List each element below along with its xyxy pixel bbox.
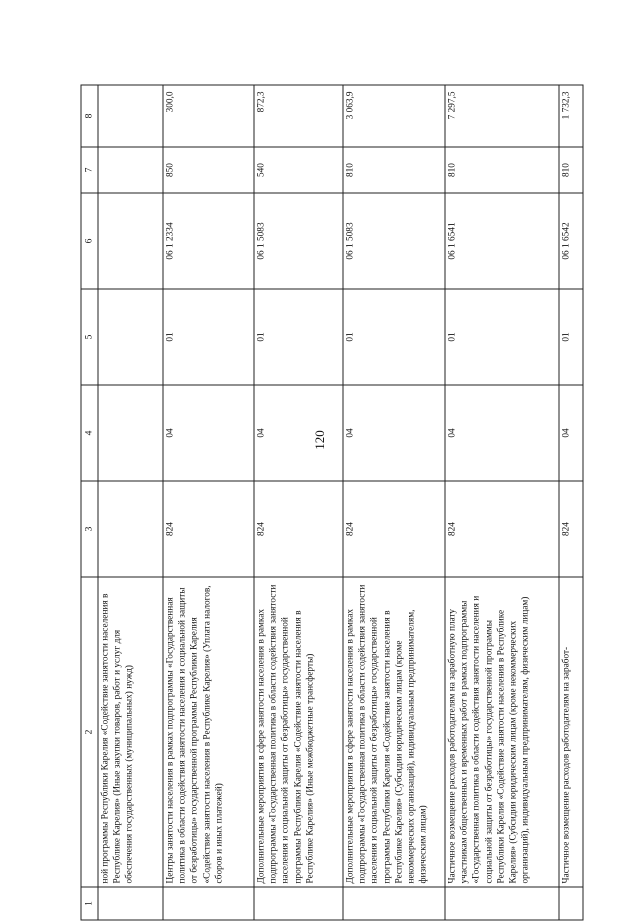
section-code: 04	[163, 385, 254, 481]
col-header: 3	[81, 481, 98, 577]
amount: 300,0	[163, 85, 254, 147]
ministry-code: 824	[254, 481, 343, 577]
row-number-cell	[163, 887, 254, 920]
section-code: 04	[343, 385, 445, 481]
col-header: 6	[81, 193, 98, 289]
row-number-cell	[98, 887, 163, 920]
target-article: 06 1 5083	[254, 193, 343, 289]
expense-type: 810	[445, 147, 559, 193]
target-article: 06 1 6542	[559, 193, 583, 289]
table-row	[343, 85, 445, 920]
subsection-code: 01	[163, 289, 254, 385]
expense-type: 810	[343, 147, 445, 193]
item-name: Частичное возмещение расходов работодателям на заработ-	[559, 577, 583, 887]
subsection-code: 01	[445, 289, 559, 385]
col-header: 8	[81, 85, 98, 147]
subsection-code: 01	[559, 289, 583, 385]
row-number-cell	[254, 887, 343, 920]
target-article: 06 1 5083	[343, 193, 445, 289]
item-name: Дополнительные мероприятия в сфере занятости населения в рамках подпрограммы «Государственная политика в области содействия занятости населения и социальной защиты от безработицы» государственной программы Республики Карелия «Содействие занятости населения в Республике Карелия» (Иные межбюджетные трансферты)	[254, 577, 343, 887]
subsection-code: 01	[343, 289, 445, 385]
target-article	[98, 193, 163, 289]
item-name: Центры занятости населения в рамках подпрограммы «Государственная политика в области содействия занятости населения и социальной защиты от безработицы» государственной программы Республики Карелия «Содействие занятости населения в Республике Карелия» (Уплата налогов, сборов и иных платежей)	[163, 577, 254, 887]
expense-type: 850	[163, 147, 254, 193]
ministry-code: 824	[559, 481, 583, 577]
expense-type: 540	[254, 147, 343, 193]
table-row	[98, 85, 163, 920]
table-row	[559, 85, 583, 920]
col-header: 5	[81, 289, 98, 385]
item-name: Дополнительные мероприятия в сфере занятости населения в рамках подпрограммы «Государственная политика в области содействия занятости населения и социальной защиты от безработицы» государственной программы Республики Карелия «Содействие занятости населения в Республике Карелия» (Субсидии юридическим лицам (кроме некоммерческих организаций), индивидуальным предпринимателям, физическим лицам)	[343, 577, 445, 887]
col-header: 1	[81, 887, 98, 920]
col-header: 4	[81, 385, 98, 481]
expense-type: 810	[559, 147, 583, 193]
item-name: ной программы Республики Карелия «Содействие занятости населения в Республике Карелия» (Иные закупки товаров, работ и услуг для обеспечения государственных (муниципальных) нужд)	[98, 577, 163, 887]
table-row	[445, 85, 559, 920]
amount: 3 063,9	[343, 85, 445, 147]
row-number-cell	[445, 887, 559, 920]
section-code	[98, 385, 163, 481]
amount: 7 297,5	[445, 85, 559, 147]
expense-type	[98, 147, 163, 193]
subsection-code: 01	[254, 289, 343, 385]
table-row	[163, 85, 254, 920]
target-article: 06 1 6541	[445, 193, 559, 289]
amount	[98, 85, 163, 147]
section-code: 04	[559, 385, 583, 481]
subsection-code	[98, 289, 163, 385]
section-code: 04	[445, 385, 559, 481]
target-article: 06 1 2334	[163, 193, 254, 289]
rotated-table-wrapper	[81, 86, 581, 921]
budget-table	[81, 85, 584, 921]
item-name: Частичное возмещение расходов работодателям на заработную плату участникам общественных и временных работ в рамках подпрограммы «Государственная политика в области содействия занятости населения и социальной защиты от безработицы» государственной программы Республики Карелия «Содействие занятости населения в Республике Карелия» (Субсидии юридическим лицам (кроме некоммерческих организаций), индивидуальным предпринимателям, физическим лицам)	[445, 577, 559, 887]
row-number-cell	[343, 887, 445, 920]
ministry-code: 824	[163, 481, 254, 577]
header-row	[81, 85, 98, 920]
amount: 1 732,3	[559, 85, 583, 147]
page-number: 120	[312, 430, 327, 450]
ministry-code	[98, 481, 163, 577]
row-number-cell	[559, 887, 583, 920]
col-header: 7	[81, 147, 98, 193]
ministry-code: 824	[343, 481, 445, 577]
ministry-code: 824	[445, 481, 559, 577]
table-row	[254, 85, 343, 920]
section-code: 04	[254, 385, 343, 481]
amount: 872,3	[254, 85, 343, 147]
col-header: 2	[81, 577, 98, 887]
